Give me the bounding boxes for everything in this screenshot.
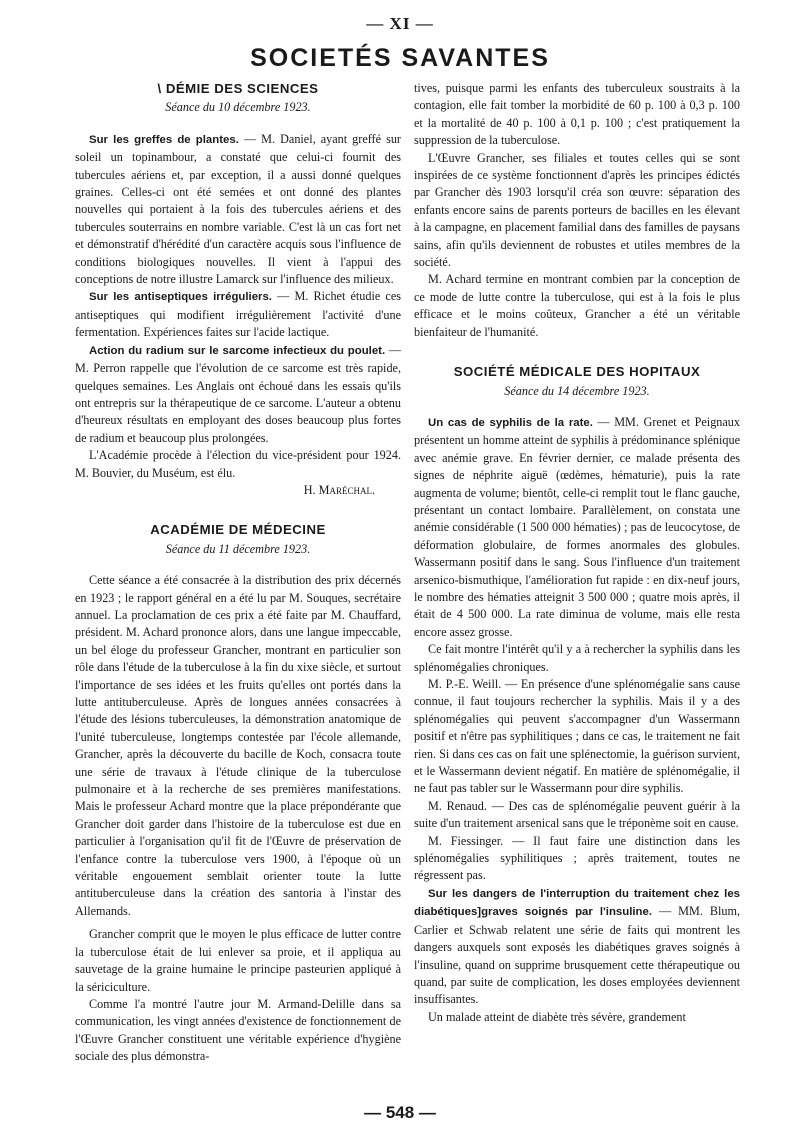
section-heading-academie-sciences: \ DÉMIE DES SCIENCES xyxy=(157,81,319,96)
paragraph xyxy=(75,288,401,341)
seance-date: Séance du 10 décembre 1923. xyxy=(165,100,311,115)
seance-date: Séance du 14 décembre 1923. xyxy=(504,383,650,398)
paragraph-lead: Sur les greffes de plantes. xyxy=(89,133,239,146)
paragraph xyxy=(414,414,740,641)
page-header-roman: — XI — xyxy=(366,14,434,33)
paragraph-lead: Action du radium sur le sarcome infectieux du poulet. xyxy=(89,344,386,357)
paragraph: M. Fiessinger. — Il faut faire une distinction dans les splénomégalies syphilitiques ; après traitement, toutes ne régressent pas. xyxy=(414,833,740,883)
paragraph: L'Académie procède à l'élection du vice-président pour 1924. M. Bouvier, du Muséum, est élu. xyxy=(75,448,401,480)
paragraph-text: — MM. Grenet et Peignaux présentent un homme atteint de syphilis à prédominance splénique avec anémie grave. En février dernier, ce malade présenta des signes de néphrite aiguë (œdèmes, hématurie), puis la rate augmenta de volume; bientôt, celle-ci remplit tout le flanc gauche, présentant un contact lombaire. Parallèlement, on constata une anémie considérable (1 500 000 hématies) ; pas de leucocytose, de déformation globulaire, de formes anormales des globules. Wassermann positif dans le sang. Sous l'influence d'un traitement arsenico-bismuthique, l'amélioration fut rapide : en dix-neuf jours, le nombre des hématies atteignit 3 500 000 ; quatre mois après, il était de 4 500 000. La rate diminua de volume, mais elle resta encore assez grosse. xyxy=(414,414,740,639)
paragraph-lead: Sur les dangers de l'interruption du traitement chez les diabétiques]graves soignés par l'insuline. xyxy=(414,887,740,919)
paragraph: Comme l'a montré l'autre jour M. Armand-Delille dans sa communication, les vingt années d'existence de fonctionnement de l'Œuvre Grancher constituent une véritable expérience d'hygiène sociale des plus démonstra- xyxy=(75,996,401,1064)
paragraph-text: — M. Richet étudie ces antiseptiques qui modifient irrégulièrement l'activité d'une fermentation. Expériences faites sur l'acide lactique. xyxy=(75,289,401,340)
section-heading-societe-medicale: SOCIÉTÉ MÉDICALE DES HOPITAUX xyxy=(453,364,701,380)
paragraph: M. Achard termine en montrant combien par la conception de ce mode de lutte contre la tuberculose, qui est à la fois le plus efficace et le moins coûteux, Grancher a été un véritable bienfaiteur de l'humanité. xyxy=(414,272,740,339)
paragraph: Un malade atteint de diabète très sévère, grandement xyxy=(428,1009,686,1024)
paragraph xyxy=(414,885,740,1009)
paragraph-text: — M. Daniel, ayant greffé sur soleil un topinambour, a constaté que celui-ci fournit des tubercules aériens et, par exception, il a aussi donné quelques graines. Celles-ci ont été semées et ont donné des plantes nouvelles qui portaient à la fois des tubercules aériens et des tubercules souterrains en nombre variable. C'est là un cas fort net et démonstratif d'hérédité d'un caractère acquis sous l'influence de conditions biologiques nouvelles. Il vient à l'appui des conceptions de notre illustre Lamarck sur l'influence des milieux. xyxy=(75,131,401,287)
left-column xyxy=(75,80,401,1066)
paragraph xyxy=(75,342,401,447)
paragraph: Ce fait montre l'intérêt qu'il y a à rechercher la syphilis dans les splénomégalies chroniques. xyxy=(414,642,740,674)
paragraph: L'Œuvre Grancher, ses filiales et toutes celles qui se sont inspirées de ce système fonctionnent d'après les principes édictés par Grancher dès 1903 lorsqu'il créa son œuvre: séparation des enfants encore sains de parents porteurs de bacilles en les élevant à la campagne, en placement familial dans des familles de paysans sains, afin qu'ils deviennent de robustes et utiles membres de la société. xyxy=(414,150,740,270)
paragraph: Cette séance a été consacrée à la distribution des prix décernés en 1923 ; le rapport général en a été lu par M. Souques, secrétaire annuel. La proclamation de ces prix a été faite par M. Chauffard, président. M. Achard prononce alors, dans une langue impeccable, un bel éloge du professeur Grancher, montrant en particulier son rôle dans l'étude de la tuberculose à la fin du xixe siècle, et surtout l'importance de ses idées et les fruits qu'elles ont portés dans la lutte antituberculeuse. Après de longues années consacrées à l'étude des lésions tuberculeuses, la démonstration anatomique de l'unité tuberculeuse, longtemps contestée par l'école allemande, Grancher, après la découverte du bacille de Koch, consacra toute une série de travaux à l'étude clinique de la tuberculose pulmonaire et à la recherche de ses premières manifestations. Mais le professeur Achard montre que la place prépondérante que Grancher doit garder dans l'histoire de la tuberculose est due en particulier à l'organisation qu'il fit de l'Œuvre de préservation de l'enfance contre la tuberculose vers 1900, à l'époque où un véritable engouement semblait orienter toute la lutte antituberculeuse dans la création des santoria à l'instar des Allemands. xyxy=(75,573,401,918)
paragraph: Grancher comprit que le moyen le plus efficace de lutter contre la tuberculose était de lui enlever sa proie, et il appliqua au sauvetage de la graine humaine le principe pasteurien appliqué à la sériciculture. xyxy=(75,927,401,994)
section-heading-academie-medecine: ACADÉMIE DE MÉDECINE xyxy=(150,522,326,538)
page-number: — 548 — xyxy=(364,1103,436,1122)
paragraph: M. P.-E. Weill. — En présence d'une splénomégalie sans cause connue, il faut toujours rechercher la syphilis. Mais il y a des splénomégalies qui peuvent s'accompagner d'un Wassermann positif et n'être pas syphilitiques ; dans ce cas, le traitement ne fait rien. Si dans ces cas on fait une splénectomie, la guérison survient, et le Wassermann devient négatif. En matière de splénomégalie, il ne faut pas tabler sur le Wassermann pour dire syphilis. xyxy=(414,677,740,796)
section-gap xyxy=(414,341,740,363)
paragraph xyxy=(75,131,401,289)
paragraph: M. Renaud. — Des cas de splénomégalie peuvent guérir à la suite d'un traitement arsenical sans que le tréponème soit en cause. xyxy=(414,798,740,831)
right-column xyxy=(414,80,740,1026)
paragraph-text: — MM. Blum, Carlier et Schwab relatent une série de faits qui montrent les dangers auxquels sont exposés les diabétiques graves soignés à l'insuline, quand on supprime brusquement cette thérapeutique ou quand, par suite de complication, les doses employées deviennent insuffisantes. xyxy=(414,904,740,1007)
paragraph-lead: Sur les antiseptiques irréguliers. xyxy=(89,291,272,304)
page-title: SOCIETÉS SAVANTES xyxy=(250,44,550,72)
seance-date: Séance du 11 décembre 1923. xyxy=(165,541,311,556)
paragraph: tives, puisque parmi les enfants des tuberculeux soustraits à la contagion, elle fait tomber la morbidité de 60 p. 100 à 0,3 p. 100 et la mortalité de 40 p. 100 à 0,1 p. 100 ; c'est pratiquement la suppression de la tuberculose. xyxy=(414,81,740,148)
section-gap xyxy=(75,499,401,521)
signature: H. Maréchal. xyxy=(303,482,375,497)
paragraph-text: — M. Perron rappelle que l'évolution de ce sarcome est très rapide, quelques semaines. Les Anglais ont échoué dans les essais qu'ils ont entrepris sur la thérapeutique de ce sarcome. L'auteur a obtenu d'heureux résultats en employant des doses beaucoup plus fortes de radium et beaucoup plus prolongées. xyxy=(75,342,401,445)
paragraph-lead: Un cas de syphilis de la rate. xyxy=(428,416,593,429)
